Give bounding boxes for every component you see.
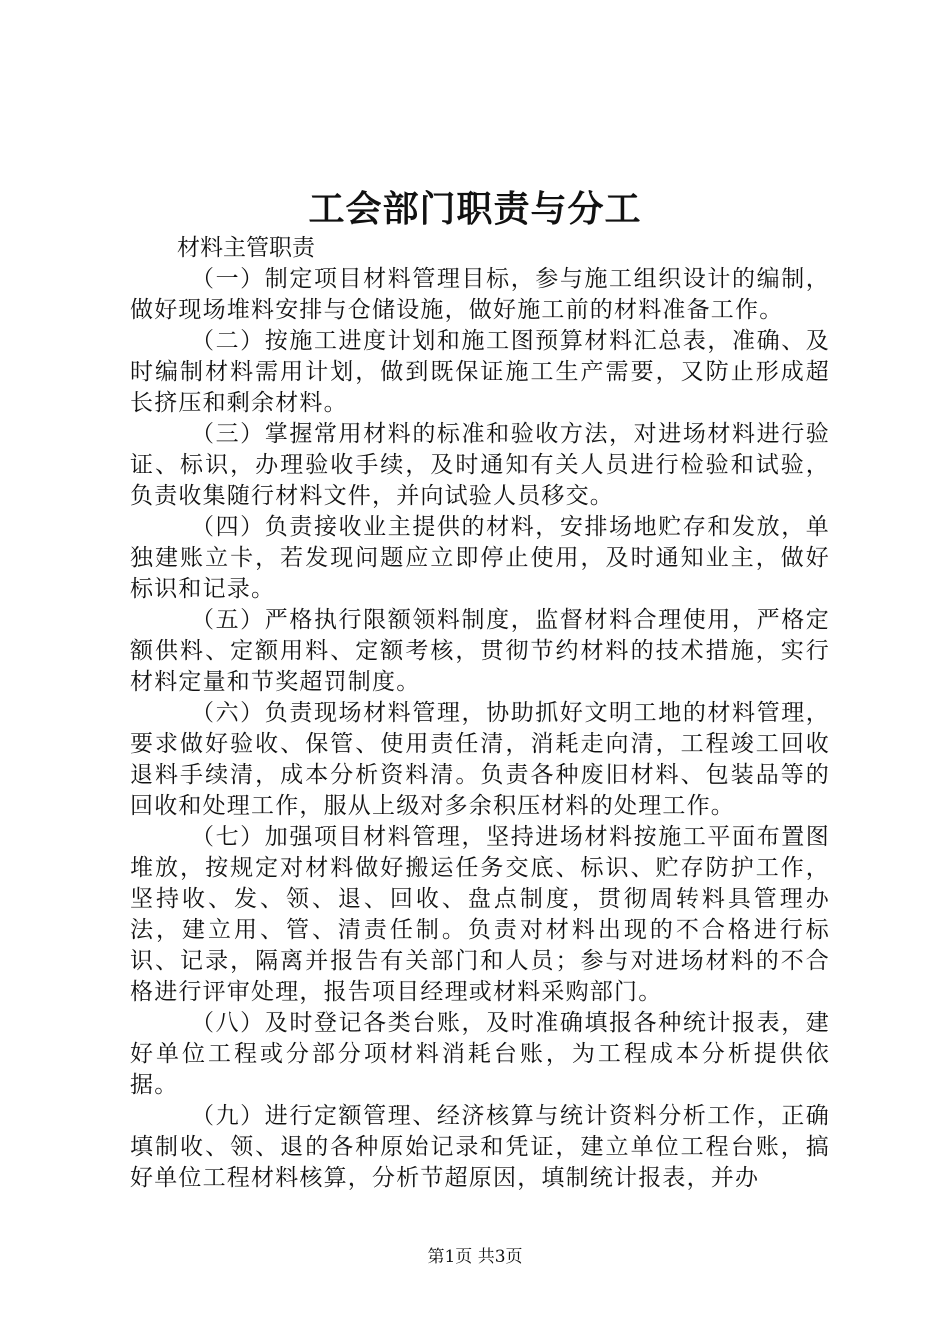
paragraph-4: （四）负责接收业主提供的材料，安排场地贮存和发放，单独建账立卡，若发现问题应立即停止使用，及时通知业主，做好标识和记录。 — [130, 514, 830, 602]
paragraph-9: （九）进行定额管理、经济核算与统计资料分析工作，正确填制收、领、退的各种原始记录和凭证，建立单位工程台账，搞好单位工程材料核算，分析节超原因，填制统计报表，并办 — [130, 1103, 830, 1191]
paragraph-8: （八）及时登记各类台账，及时准确填报各种统计报表，建好单位工程或分部分项材料消耗台账，为工程成本分析提供依据。 — [130, 1010, 830, 1098]
paragraph-1: （一）制定项目材料管理目标，参与施工组织设计的编制，做好现场堆料安排与仓储设施，做好施工前的材料准备工作。 — [130, 266, 830, 323]
paragraph-5: （五）严格执行限额领料制度，监督材料合理使用，严格定额供料、定额用料、定额考核，贯彻节约材料的技术措施，实行材料定量和节奖超罚制度。 — [130, 607, 830, 695]
document-body — [130, 233, 830, 1194]
paragraph-3: （三）掌握常用材料的标准和验收方法，对进场材料进行验证、标识，办理验收手续，及时通知有关人员进行检验和试验，负责收集随行材料文件，并向试验人员移交。 — [130, 421, 830, 509]
paragraph-7: （七）加强项目材料管理，坚持进场材料按施工平面布置图堆放，按规定对材料做好搬运任务交底、标识、贮存防护工作，坚持收、发、领、退、回收、盘点制度，贯彻周转料具管理办法，建立用、管、清责任制。负责对材料出现的不合格进行标识、记录，隔离并报告有关部门和人员；参与对进场材料的不合格进行评审处理，报告项目经理或材料采购部门。 — [130, 824, 830, 1005]
paragraph-6: （六）负责现场材料管理，协助抓好文明工地的材料管理，要求做好验收、保管、使用责任清，消耗走向清，工程竣工回收退料手续清，成本分析资料清。负责各种废旧材料、包装品等的回收和处理工作，服从上级对多余积压材料的处理工作。 — [130, 700, 830, 819]
paragraph-2: （二）按施工进度计划和施工图预算材料汇总表，准确、及时编制材料需用计划，做到既保证施工生产需要，又防止形成超长挤压和剩余材料。 — [130, 328, 830, 416]
document-title: 工会部门职责与分工 — [308, 188, 642, 230]
page-footer: 第1页 共3页 — [427, 1247, 523, 1267]
section-heading: 材料主管职责 — [177, 235, 315, 261]
